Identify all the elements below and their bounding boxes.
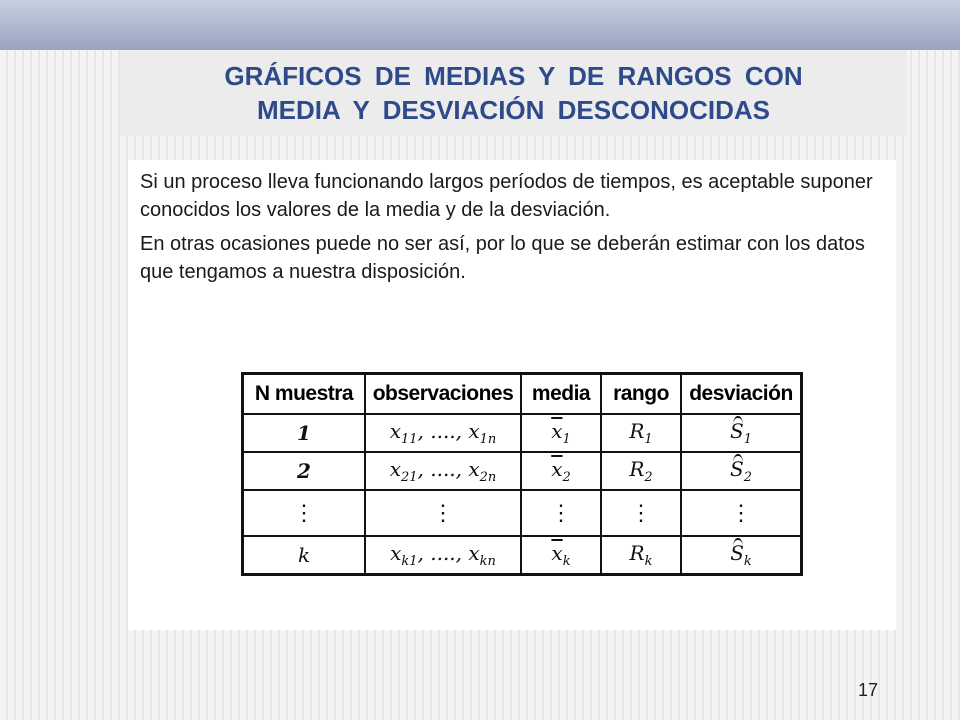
- header-media: media: [521, 374, 601, 415]
- cell-mean: $\overline{x}_k$: [521, 536, 601, 575]
- page-number: 17: [857, 680, 879, 700]
- samples-table: [241, 372, 803, 576]
- slide-title: [224, 59, 802, 127]
- cell-mean: $\overline{x}_2$: [521, 452, 601, 490]
- cell-n: 1: [243, 414, 366, 452]
- header-rango: rango: [601, 374, 681, 415]
- cell-deviation: $S_1$: [681, 414, 802, 452]
- cell-observations: $x_{11}$, ...., $x_{1n}$: [365, 414, 521, 452]
- cell-deviation: $S_k$: [681, 536, 802, 575]
- table-row: [243, 536, 802, 575]
- cell-range: $R_1$: [601, 414, 681, 452]
- body-text: [140, 168, 888, 292]
- title-box: [120, 50, 907, 136]
- cell-vdots: ⋮: [521, 490, 601, 536]
- cell-deviation: $S_2$: [681, 452, 802, 490]
- paragraph-1: Si un proceso lleva funcionando largos períodos de tiempos, es aceptable suponer conocidos los valores de la media y de la desviación.: [140, 171, 873, 221]
- table-header-row: [243, 374, 802, 415]
- header-n-muestra: N muestra: [243, 374, 366, 415]
- paragraph-2: En otras ocasiones puede no ser así, por lo que se deberán estimar con los datos que tengamos a nuestra disposición.: [140, 233, 865, 283]
- cell-mean: $\overline{x}_1$: [521, 414, 601, 452]
- cell-n: 2: [243, 452, 366, 490]
- table-row: [243, 414, 802, 452]
- cell-range: $R_2$: [601, 452, 681, 490]
- title-line-2: MEDIA Y DESVIACIÓN DESCONOCIDAS: [256, 95, 771, 125]
- cell-observations: $x_{k1}$, ...., $x_{kn}$: [365, 536, 521, 575]
- header-desviacion: desviación: [681, 374, 802, 415]
- table-row-ellipsis: [243, 490, 802, 536]
- table-row: [243, 452, 802, 490]
- title-line-1: GRÁFICOS DE MEDIAS Y DE RANGOS CON: [224, 61, 803, 91]
- cell-vdots: ⋮: [243, 490, 366, 536]
- cell-n: k: [243, 536, 366, 575]
- cell-vdots: ⋮: [365, 490, 521, 536]
- header-observaciones: observaciones: [365, 374, 521, 415]
- top-decorative-bar: [0, 0, 960, 50]
- content-area: [128, 160, 896, 630]
- cell-observations: $x_{21}$, ...., $x_{2n}$: [365, 452, 521, 490]
- cell-vdots: ⋮: [601, 490, 681, 536]
- cell-range: $R_k$: [601, 536, 681, 575]
- cell-vdots: ⋮: [681, 490, 802, 536]
